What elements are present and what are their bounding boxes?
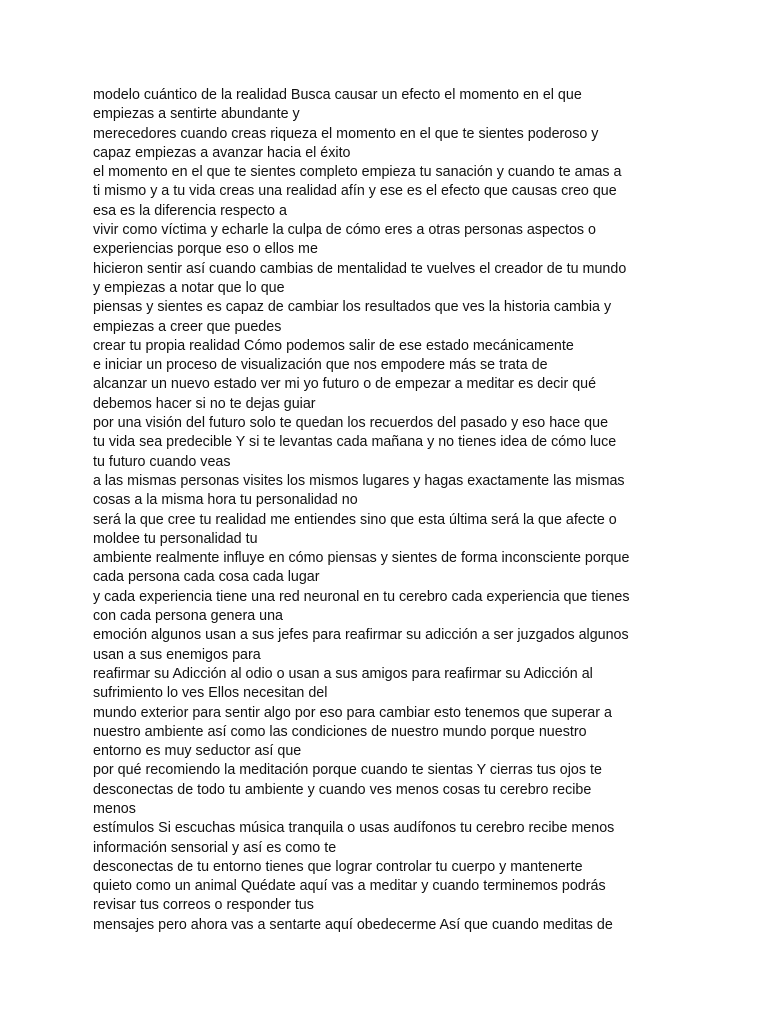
text-line: modelo cuántico de la realidad Busca causar un efecto el momento en el que xyxy=(93,87,582,103)
text-line: y cada experiencia tiene una red neuronal en tu cerebro cada experiencia que tienes xyxy=(93,588,630,605)
text-line: usan a sus enemigos para xyxy=(93,646,261,663)
text-line: nuestro ambiente así como las condiciones de nuestro mundo porque nuestro xyxy=(93,723,587,740)
text-line: cada persona cada cosa cada lugar xyxy=(93,569,320,586)
text-line: quieto como un animal Quédate aquí vas a meditar y cuando terminemos podrás xyxy=(93,878,606,895)
text-line: información sensorial y así es como te xyxy=(93,839,337,856)
text-line: merecedores cuando creas riqueza el momento en el que te sientes poderoso y xyxy=(93,125,599,142)
text-line: experiencias porque eso o ellos me xyxy=(93,241,318,258)
document-body xyxy=(93,86,683,935)
text-line: cosas a la misma hora tu personalidad no xyxy=(93,492,358,509)
text-line: por una visión del futuro solo te quedan los recuerdos del pasado y eso hace que xyxy=(93,415,609,432)
text-line: capaz empiezas a avanzar hacia el éxito xyxy=(93,144,351,161)
text-line: vivir como víctima y echarle la culpa de cómo eres a otras personas aspectos o xyxy=(93,222,597,239)
text-line: el momento en el que te sientes completo empieza tu sanación y cuando te amas a xyxy=(93,164,622,181)
text-line: estímulos Si escuchas música tranquila o usas audífonos tu cerebro recibe menos xyxy=(93,820,615,837)
text-line: emoción algunos usan a sus jefes para reafirmar su adicción a ser juzgados algunos xyxy=(93,627,629,644)
text-line: mensajes pero ahora vas a sentarte aquí obedecerme Así que cuando meditas de xyxy=(93,916,613,933)
text-line: debemos hacer si no te dejas guiar xyxy=(93,395,316,412)
text-line: piensas y sientes es capaz de cambiar los resultados que ves la historia cambia y xyxy=(93,299,612,316)
text-line: ti mismo y a tu vida creas una realidad afín y ese es el efecto que causas creo que xyxy=(93,183,617,200)
text-line: empiezas a creer que puedes xyxy=(93,318,282,335)
text-line: entorno es muy seductor así que xyxy=(93,743,302,760)
text-line: revisar tus correos o responder tus xyxy=(93,897,314,914)
text-line: esa es la diferencia respecto a xyxy=(93,202,287,219)
text-line: por qué recomiendo la meditación porque cuando te sientas Y cierras tus ojos te xyxy=(93,762,602,779)
text-line: a las mismas personas visites los mismos lugares y hagas exactamente las mismas xyxy=(93,472,625,489)
text-line: ambiente realmente influye en cómo piensas y sientes de forma inconsciente porque xyxy=(93,550,630,567)
text-line: crear tu propia realidad Cómo podemos salir de ese estado mecánicamente xyxy=(93,337,574,354)
text-line: e iniciar un proceso de visualización que nos empodere más se trata de xyxy=(93,357,548,374)
text-line: mundo exterior para sentir algo por eso para cambiar esto tenemos que superar a xyxy=(93,704,612,721)
text-line: empiezas a sentirte abundante y xyxy=(93,106,300,123)
text-line: menos xyxy=(93,800,136,817)
text-line: sufrimiento lo ves Ellos necesitan del xyxy=(93,685,328,702)
text-line: reafirmar su Adicción al odio o usan a sus amigos para reafirmar su Adicción al xyxy=(93,665,593,682)
text-line: desconectas de tu entorno tienes que lograr controlar tu cuerpo y mantenerte xyxy=(93,858,583,875)
text-line: será la que cree tu realidad me entiendes sino que esta última será la que afecte o xyxy=(93,511,617,528)
text-line: hicieron sentir así cuando cambias de mentalidad te vuelves el creador de tu mundo xyxy=(93,260,627,277)
text-line: tu futuro cuando veas xyxy=(93,453,231,470)
text-line: moldee tu personalidad tu xyxy=(93,530,258,547)
text-line: alcanzar un nuevo estado ver mi yo futuro o de empezar a meditar es decir qué xyxy=(93,376,597,393)
text-line: con cada persona genera una xyxy=(93,608,283,625)
text-line: tu vida sea predecible Y si te levantas cada mañana y no tienes idea de cómo luce xyxy=(93,434,617,451)
text-line: y empiezas a notar que lo que xyxy=(93,279,285,296)
text-line: desconectas de todo tu ambiente y cuando ves menos cosas tu cerebro recibe xyxy=(93,781,592,798)
